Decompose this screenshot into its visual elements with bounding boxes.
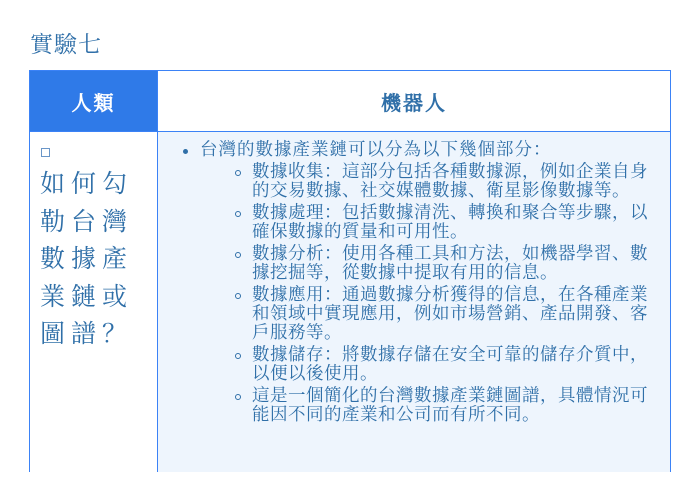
checkbox-icon <box>41 148 50 157</box>
table-header <box>30 71 670 132</box>
page-title: 實驗七 <box>30 32 102 58</box>
answer-sublist <box>200 163 650 425</box>
header-human: 人類 <box>30 71 157 131</box>
table-row <box>30 132 670 472</box>
robot-cell <box>157 132 670 472</box>
list-item: 數據處理：包括數據清洗、轉換和聚合等步驟，以確保數據的質量和可用性。 <box>232 204 650 242</box>
answer-list <box>180 140 650 425</box>
list-item: 這是一個簡化的台灣數據產業鏈圖譜，具體情況可能因不同的產業和公司而有所不同。 <box>232 387 650 425</box>
list-item: 數據應用：通過數據分析獲得的信息，在各種產業和領域中實現應用，例如市場營銷、產品開發、客戶服務等。 <box>232 286 650 343</box>
list-item: 數據收集：這部分包括各種數據源，例如企業自身的交易數據、社交媒體數據、衛星影像數據等。 <box>232 163 650 201</box>
human-cell <box>30 132 157 472</box>
list-item: 數據分析：使用各種工具和方法，如機器學習、數據挖掘等，從數據中提取有用的信息。 <box>232 245 650 283</box>
comparison-table <box>29 70 671 472</box>
human-question: 如何勾勒台灣數據產業鏈或圖譜？ <box>40 169 134 348</box>
list-item: 數據儲存：將數據存儲在安全可靠的儲存介質中，以便以後使用。 <box>232 346 650 384</box>
header-robot: 機器人 <box>157 71 670 131</box>
answer-intro <box>180 140 650 425</box>
answer-intro-text: 台灣的數據產業鏈可以分為以下幾個部分： <box>200 140 552 160</box>
